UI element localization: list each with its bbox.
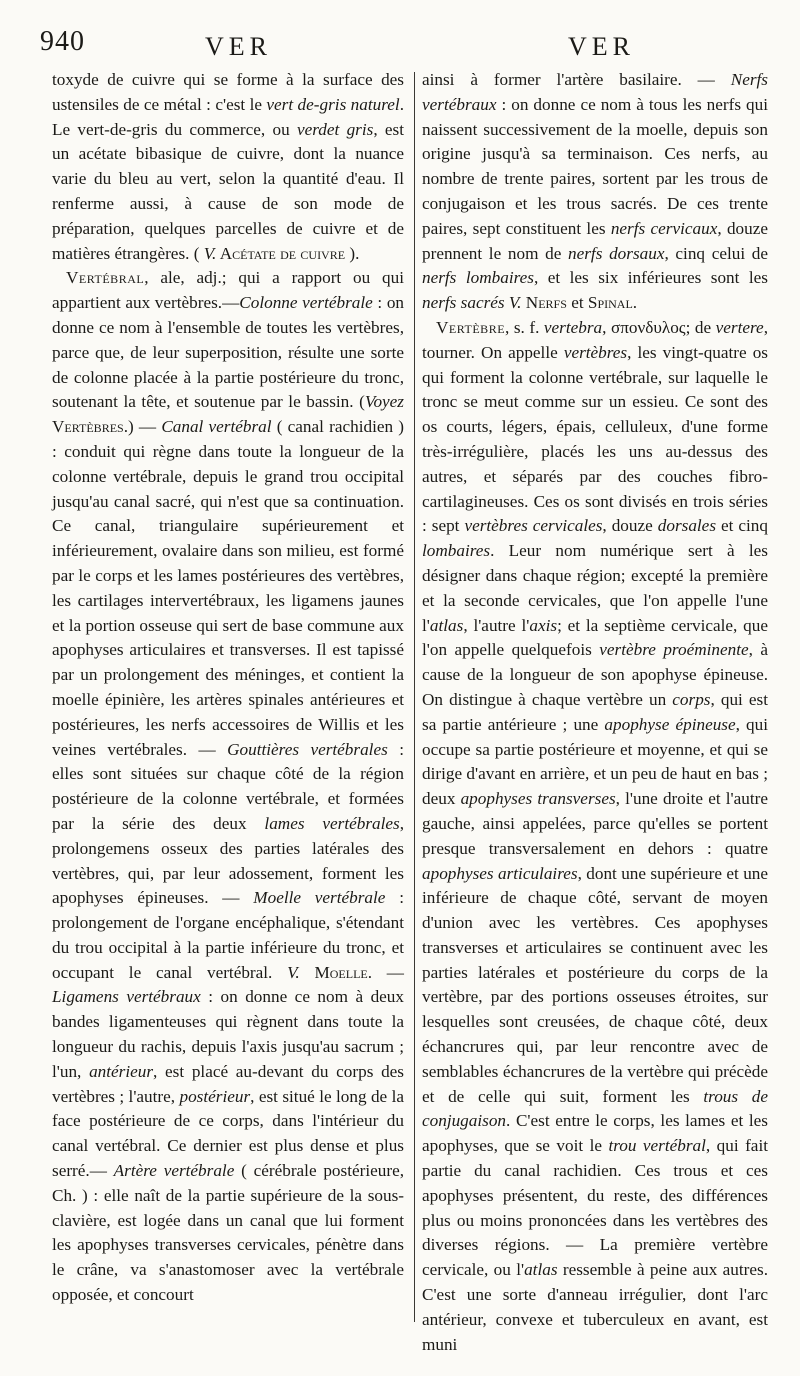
right-column	[422, 68, 768, 1357]
text-run: : elles sont situées sur chaque côté de la région postérieure de la colonne vertébrale, et formées par la série des deux	[52, 739, 404, 833]
cross-ref-marker: V.	[508, 293, 522, 313]
text-run: ressemble à peine aux autres. C'est une sorte d'anneau irrégulier, dont l'arc antérieur, convexe et tuberculeux en avant, est muni	[422, 1260, 768, 1354]
italic-term: Nerfs vertébraux	[422, 70, 768, 114]
cross-ref-target: Acétate de cuivre	[216, 243, 346, 263]
italic-term: postérieur	[179, 1086, 251, 1106]
text-run: , douze prennent le nom de	[422, 218, 768, 263]
text-run: . C'est entre le corps, les lames et les apophyses, que se voit le	[422, 1111, 768, 1156]
entry-vertebral-continuation	[422, 68, 768, 316]
text-run: , est situé le long de la face postérieure de ce corps, dans l'intérieur du canal vertébral. Ce dernier est plus dense et plus serré.—	[52, 1086, 404, 1181]
italic-term: lombaires	[422, 541, 491, 561]
text-run: , est placé au-devant du corps des vertèbres ; l'autre,	[52, 1061, 404, 1106]
text-run: , s. f.	[505, 317, 544, 337]
text-run: : prolongement de l'organe encéphalique, s'étendant du trou occipital à la partie inférieure du tronc, et occupant le canal vertébral.	[52, 888, 404, 982]
italic-term: verdet gris	[296, 119, 374, 139]
entry-headword: Vertèbre	[436, 317, 506, 337]
text-run: , cinq celui de	[664, 243, 768, 263]
italic-term: vertebra	[543, 317, 603, 337]
italic-term: dorsales	[657, 516, 717, 536]
text-run: , prolongemens osseux des parties latérales des vertèbres, qui, par leur adossement, forment les apophyses épineuses. —	[52, 813, 404, 908]
italic-term: corps	[672, 689, 711, 709]
italic-term: atlas	[429, 615, 464, 635]
text-run: . Le vert-de-gris du commerce, ou	[52, 94, 404, 139]
left-column	[52, 68, 404, 1308]
italic-term: vert de-gris naturel	[266, 94, 400, 114]
cross-ref-marker: V.	[203, 243, 217, 263]
italic-term: apophyses articulaires	[422, 863, 578, 883]
text-run: , qui fait partie du canal rachidien. Ces trous et ces apophyses présentent, du reste, des différences plus ou moins prononcées dans les vertèbres des diverses régions. — La première vertèbre cervicale, ou l'	[422, 1136, 768, 1280]
entry-vertebre	[422, 316, 768, 1357]
cross-ref-marker: V.	[287, 962, 300, 982]
cross-ref-target: Moelle	[299, 962, 368, 982]
running-head-right: VER	[568, 32, 635, 61]
italic-term: vertèbres	[563, 342, 628, 362]
italic-term: nerfs sacrés	[422, 293, 505, 313]
text-run: ).	[345, 243, 360, 263]
italic-term: Artère vertébrale	[113, 1161, 235, 1181]
italic-term: nerfs cervicaux	[610, 218, 718, 238]
text-run: , tourner. On appelle	[422, 317, 768, 362]
italic-term: vertèbres cervicales	[464, 516, 603, 536]
text-run: , et les six inférieures sont les	[533, 268, 768, 288]
text-run: et cinq	[716, 516, 768, 536]
entry-vert-de-gris-continuation	[52, 68, 404, 266]
text-run: , dont une supérieure et une inférieure de chaque côté, servant de moyen d'union avec les vertèbres. Ces apophyses transverses et articulaires se continuent avec les parties latérales et postérieure du corps de la vertèbre, par des portions osseuses étroites, sur lesquelles sont creusées, de chaque côté, deux échancrures qui, par leur rencontre avec de semblables échancrures de la vertèbre qui précède et de celle qui suit, forment les	[422, 863, 769, 1106]
text-run: ( cérébrale postérieure, Ch. ) : elle naît de la partie supérieure de la sous-clavière, est logée dans un canal que lui forment les apophyses transverses cervicales, pénètre dans le crâne, va s'anastomoser avec la vertébrale opposée, et concourt	[52, 1161, 404, 1305]
text-run: . —	[367, 962, 404, 982]
italic-term: vertèbre proéminente	[599, 640, 749, 660]
text-run: , à cause de la longueur de son apophyse épineuse. On distingue à chaque vertèbre un	[422, 640, 768, 709]
italic-term: nerfs dorsaux	[568, 243, 665, 263]
text-run: : on donne ce nom à deux bandes ligamenteuses qui règnent dans toute la longueur du rachis, depuis l'axis jusqu'au sacrum ; l'un,	[52, 987, 404, 1081]
page-number: 940	[40, 26, 85, 57]
text-run: . Leur nom numérique sert à les désigner dans chaque région; excepté la première et la seconde cervicales, que l'on appelle l'une l'	[422, 541, 768, 635]
text-run: , les vingt-quatre os qui forment la colonne vertébrale, sur laquelle le tronc se meut comme sur un essieu. Ce sont des os courts, légers, épais, celluleux, d'une forme très-irrégulière, placés les uns au-dessus des autres, et séparés par des couches fibro-cartilagineuses. Ces os sont divisés en trois séries : sept	[422, 342, 768, 536]
italic-term: apophyse épineuse	[604, 714, 736, 734]
text-run: , ale, adj.; qui a rapport ou qui appartient aux vertèbres.—	[52, 268, 404, 313]
italic-term: Colonne vertébrale	[239, 293, 373, 313]
italic-term: antérieur	[89, 1061, 154, 1081]
italic-term: lames vertébrales	[264, 813, 400, 833]
italic-term: axis	[529, 615, 558, 635]
text-run: et	[566, 293, 588, 313]
text-run: ainsi à former l'artère basilaire. —	[422, 70, 731, 89]
text-run: , σπονδυλος; de	[602, 317, 716, 337]
cross-ref-marker: Voyez	[364, 392, 404, 412]
column-divider	[414, 72, 415, 1322]
italic-term: apophyses transverses	[460, 789, 616, 809]
text-run: , douze	[602, 516, 658, 536]
text-run: toxyde de cuivre qui se forme à la surface des ustensiles de ce métal : c'est le	[52, 70, 404, 114]
cross-ref-target: Spinal	[587, 293, 633, 313]
italic-term: trou vertébral	[608, 1136, 706, 1156]
cross-ref-target: Nerfs	[521, 293, 567, 313]
text-run: , l'autre l'	[463, 615, 530, 635]
italic-term: vertere	[715, 317, 764, 337]
italic-term: nerfs lombaires	[422, 268, 534, 288]
text-run: , l'une droite et l'autre gauche, ainsi appelées, parce qu'elles se portent presque transversalement en dehors : quatre	[422, 789, 768, 858]
italic-term: Gouttières vertébrales	[227, 739, 388, 759]
text-run: , qui est sa partie antérieure ; une	[422, 689, 768, 734]
text-run: .) —	[123, 417, 162, 437]
italic-term: Canal vertébral	[161, 417, 272, 437]
text-run: ; et la septième cervicale, que l'on appelle quelquefois	[422, 615, 768, 660]
italic-term: atlas	[524, 1260, 558, 1280]
text-run: : on donne ce nom à l'ensemble de toutes les vertèbres, parce que, de leur superposition, résulte une sorte de colonne placée à la partie postérieure du tronc, soutenant la tête, et soutenue par le bassin. (	[52, 293, 405, 412]
text-run: .	[632, 293, 638, 313]
text-run: , qui occupe sa partie postérieure et moyenne, et qui se dirige d'avant en arrière, et un peu de haut en bas ; deux	[422, 714, 769, 809]
italic-term: Moelle vertébrale	[253, 888, 386, 908]
text-run: : on donne ce nom à tous les nerfs qui naissent successivement de la moelle, depuis son origine jusqu'à sa terminaison. Ces nerfs, au nombre de trente paires, sortent par les trous de conjugaison et les trous sacrés. De ces trente paires, sept constituent les	[422, 94, 768, 238]
running-head-left: VER	[205, 32, 272, 61]
entry-headword: Vertébral	[66, 268, 145, 288]
page-header	[40, 26, 780, 66]
text-run: ( canal rachidien ) : conduit qui règne dans toute la longueur de la colonne vertébrale, depuis le grand trou occipital jusqu'au canal sacré, qui n'est que sa continuation. Ce canal, triangulaire supérieurement et inférieurement, ovalaire dans son milieu, est formé par le corps et les lames postérieures des vertèbres, les cartilages intervertébraux, les ligamens jaunes et la portion osseuse qui sert de base commune aux apophyses articulaires et transverses. Il est tapissé par un prolongement des méninges, et contient la moelle épinière, les artères spinales antérieures et postérieures, les nerfs accessoires de Willis et les veines vertébrales. —	[52, 417, 404, 759]
entry-vertebral	[52, 266, 404, 1307]
italic-term: trous de conjugaison	[422, 1086, 768, 1131]
cross-ref-target: Vertèbres	[52, 417, 124, 437]
italic-term: Ligamens vertébraux	[52, 987, 201, 1007]
text-run: , est un acétate bibasique de cuivre, dont la nuance varie du bleu au vert, selon la quantité d'eau. Il renferme aussi, à cause de son mode de préparation, quelques parcelles de cuivre et de matières étrangères. (	[52, 119, 405, 263]
